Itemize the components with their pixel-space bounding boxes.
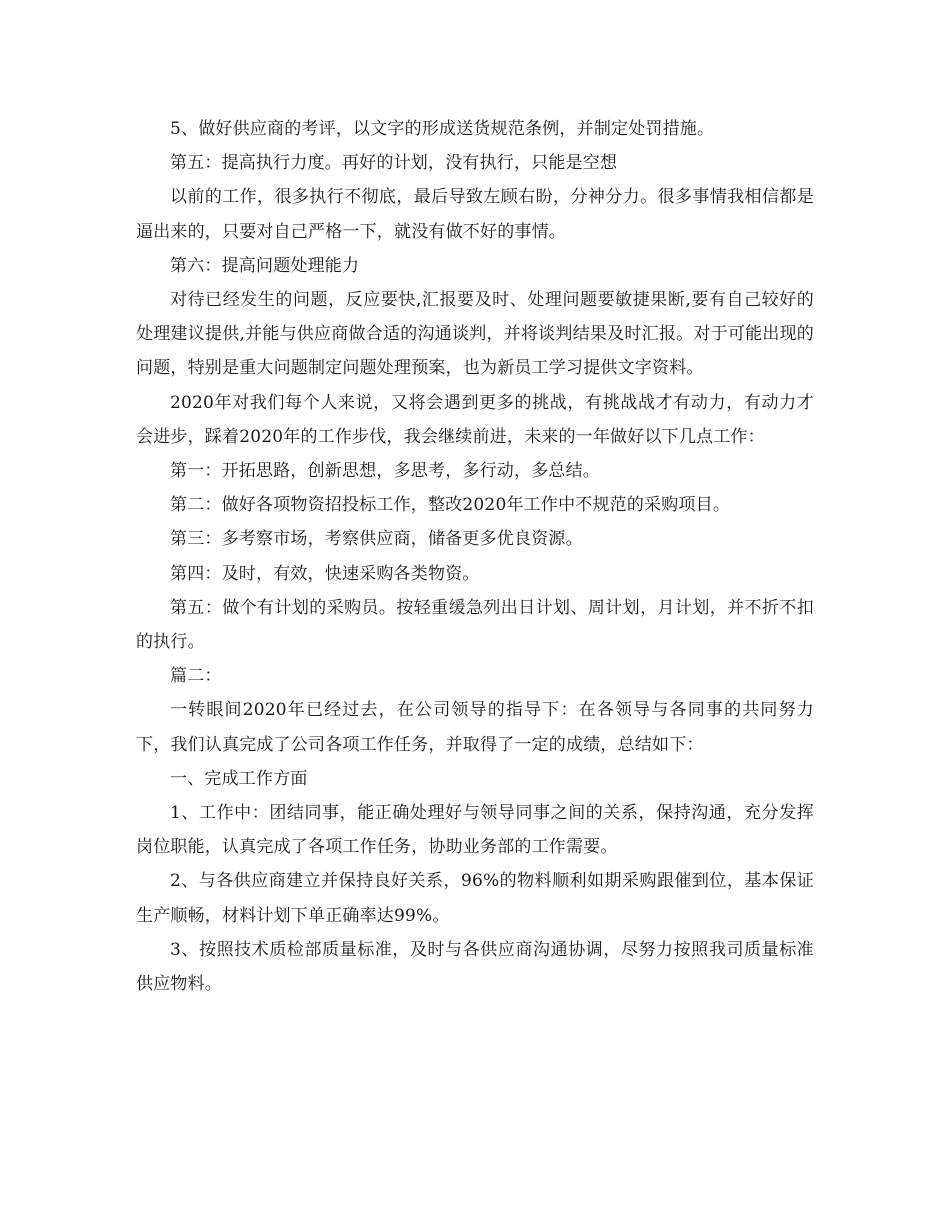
paragraph-supplier-evaluation: 5、做好供应商的考评，以文字的形成送货规范条例，并制定处罚措施。	[170, 119, 715, 139]
paragraph-plan-item-5: 第五：做个有计划的采购员。按轻重缓急列出日计划、周计划，月计划，并不折不扣的执行。	[136, 597, 814, 653]
paragraph-heading-work-completed: 一、完成工作方面	[170, 768, 308, 789]
paragraph-work-item-1: 1、工作中：团结同事，能正确处理好与领导同事之间的关系，保持沟通，充分发挥岗位职能，认真完成了各项工作任务，协助业务部的工作需要。	[136, 803, 814, 858]
paragraph-plan-item-3: 第三：多考察市场，考察供应商，储备更多优良资源。	[170, 529, 583, 550]
paragraph-plan-item-2: 第二：做好各项物资招投标工作，整改2020年工作中不规范的采购项目。	[170, 495, 731, 516]
paragraph-work-item-2: 2、与各供应商建立并保持良好关系，96%的物料顺利如期采购跟催到位，基本保证生产顺畅，材料计划下单正确率达99%。	[136, 871, 814, 926]
paragraph-plan-item-1: 第一：开拓思路，创新思想，多思考，多行动，多总结。	[170, 461, 600, 482]
paragraph-heading-problem-handling: 第六：提高问题处理能力	[170, 255, 360, 276]
paragraph-execution-detail: 以前的工作，很多执行不彻底，最后导致左顾右盼，分神分力。很多事情我相信都是逼出来的，只要对自己严格一下，就没有做不好的事情。	[136, 187, 814, 242]
paragraph-problem-handling-detail: 对待已经发生的问题，反应要快,汇报要及时、处理问题要敏捷果断,要有自己较好的处理建议提供,并能与供应商做合适的沟通谈判，并将谈判结果及时汇报。对于可能出现的问题，特别是重大问题制定问题处理预案，也为新员工学习提供文字资料。	[136, 290, 814, 379]
paragraph-plan-item-4: 第四：及时，有效，快速采购各类物资。	[170, 563, 480, 584]
section-heading-part-two: 篇二：	[170, 666, 222, 687]
paragraph-work-item-3: 3、按照技术质检部质量标准，及时与各供应商沟通协调，尽努力按照我司质量标准供应物料。	[136, 939, 814, 995]
paragraph-heading-execution: 第五：提高执行力度。再好的计划，没有执行，只能是空想	[170, 153, 618, 174]
paragraph-2020-outlook: 2020年对我们每个人来说，又将会遇到更多的挑战，有挑战战才有动力，有动力才会进步，踩着2020年的工作步伐，我会继续前进，未来的一年做好以下几点工作：	[136, 392, 814, 447]
paragraph-part-two-intro: 一转眼间2020年已经过去，在公司领导的指导下：在各领导与各同事的共同努力下，我们认真完成了公司各项工作任务，并取得了一定的成绩，总结如下：	[136, 700, 814, 755]
document-body	[136, 112, 814, 1001]
